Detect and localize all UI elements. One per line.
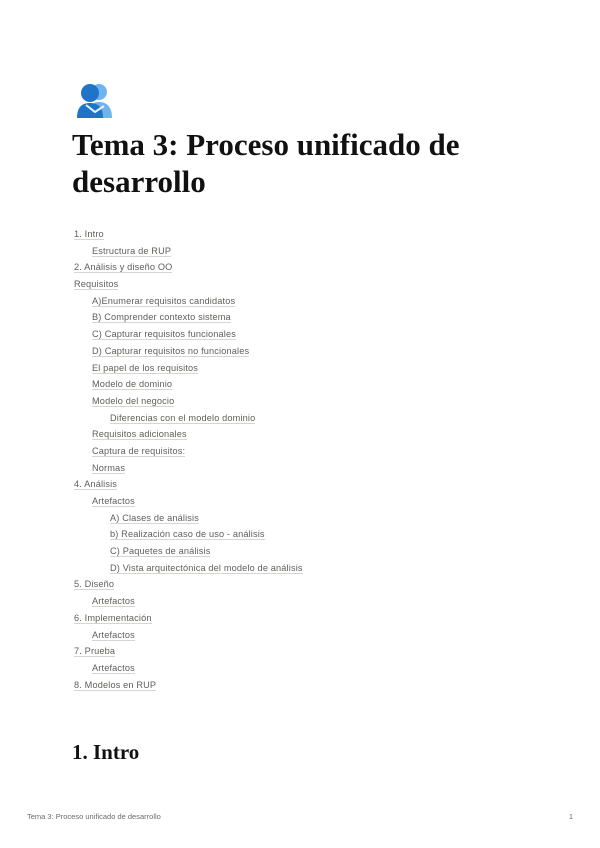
- toc-item[interactable]: [74, 493, 534, 510]
- toc-item[interactable]: [74, 293, 534, 310]
- toc-link[interactable]: 1. Intro: [74, 229, 104, 239]
- toc-link[interactable]: Artefactos: [92, 629, 135, 640]
- toc-link[interactable]: Requisitos: [74, 279, 119, 290]
- toc-link[interactable]: D) Vista arquitectónica del modelo de análisis: [110, 562, 303, 573]
- toc-item[interactable]: [74, 576, 534, 593]
- toc-item[interactable]: [74, 443, 534, 460]
- toc-item[interactable]: [74, 309, 534, 326]
- footer-page-number: 1: [568, 812, 573, 821]
- toc-item[interactable]: [74, 410, 534, 427]
- toc-link[interactable]: 2. Análisis y diseño OO: [74, 262, 173, 273]
- page-title: Tema 3: Proceso unificado de desarrollo: [72, 127, 460, 199]
- toc-item[interactable]: [74, 593, 534, 610]
- toc-item[interactable]: [74, 343, 534, 360]
- toc-item[interactable]: [74, 526, 534, 543]
- toc-link[interactable]: A)Enumerar requisitos candidatos: [92, 295, 236, 306]
- toc-item[interactable]: [74, 677, 534, 694]
- toc-link[interactable]: Requisitos adicionales: [92, 429, 187, 440]
- toc-link[interactable]: 6. Implementación: [74, 612, 152, 623]
- toc-item[interactable]: [74, 393, 534, 410]
- toc-item[interactable]: [74, 426, 534, 443]
- toc-item[interactable]: [74, 376, 534, 393]
- toc-link[interactable]: B) Comprender contexto sistema: [92, 312, 231, 323]
- toc-item[interactable]: [74, 460, 534, 477]
- toc-link[interactable]: El papel de los requisitos: [92, 362, 199, 373]
- toc-link[interactable]: D) Capturar requisitos no funcionales: [92, 345, 250, 356]
- toc-link[interactable]: C) Capturar requisitos funcionales: [92, 329, 236, 340]
- people-icon-graphic: [74, 78, 116, 120]
- toc-link[interactable]: A) Clases de análisis: [110, 512, 199, 523]
- toc-item[interactable]: [74, 326, 534, 343]
- toc-link[interactable]: Diferencias con el modelo dominio: [110, 412, 256, 423]
- toc-item[interactable]: [74, 643, 534, 660]
- toc-item[interactable]: [74, 243, 534, 260]
- toc-item[interactable]: [74, 560, 534, 577]
- toc-link[interactable]: 5. Diseño: [74, 579, 115, 590]
- toc-item[interactable]: [74, 660, 534, 677]
- toc-link[interactable]: Modelo del negocio: [92, 395, 175, 406]
- table-of-contents: [74, 226, 534, 693]
- toc-link[interactable]: 7. Prueba: [74, 646, 116, 657]
- toc-link[interactable]: C) Paquetes de análisis: [110, 546, 211, 557]
- toc-item[interactable]: [74, 510, 534, 527]
- people-icon: [74, 78, 116, 120]
- toc-link[interactable]: Estructura de RUP: [92, 245, 172, 256]
- toc-item[interactable]: [74, 476, 534, 493]
- toc-link[interactable]: Normas: [92, 462, 126, 473]
- toc-link[interactable]: 8. Modelos en RUP: [74, 679, 157, 690]
- toc-link[interactable]: Artefactos: [92, 662, 135, 673]
- section-heading: 1. Intro: [72, 740, 140, 764]
- footer-title: Tema 3: Proceso unificado de desarrollo: [27, 812, 161, 821]
- toc-item[interactable]: [74, 543, 534, 560]
- toc-item[interactable]: [74, 276, 534, 293]
- toc-link[interactable]: 4. Análisis: [74, 479, 118, 490]
- toc-item[interactable]: [74, 360, 534, 377]
- toc-item[interactable]: [74, 226, 534, 243]
- toc-link[interactable]: b) Realización caso de uso - análisis: [110, 529, 265, 540]
- toc-link[interactable]: Captura de requisitos:: [92, 445, 186, 456]
- toc-link[interactable]: Artefactos: [92, 596, 135, 607]
- toc-link[interactable]: Modelo de dominio: [92, 379, 173, 390]
- toc-item[interactable]: [74, 627, 534, 644]
- toc-item[interactable]: [74, 610, 534, 627]
- toc-link[interactable]: Artefactos: [92, 496, 135, 506]
- toc-item[interactable]: [74, 259, 534, 276]
